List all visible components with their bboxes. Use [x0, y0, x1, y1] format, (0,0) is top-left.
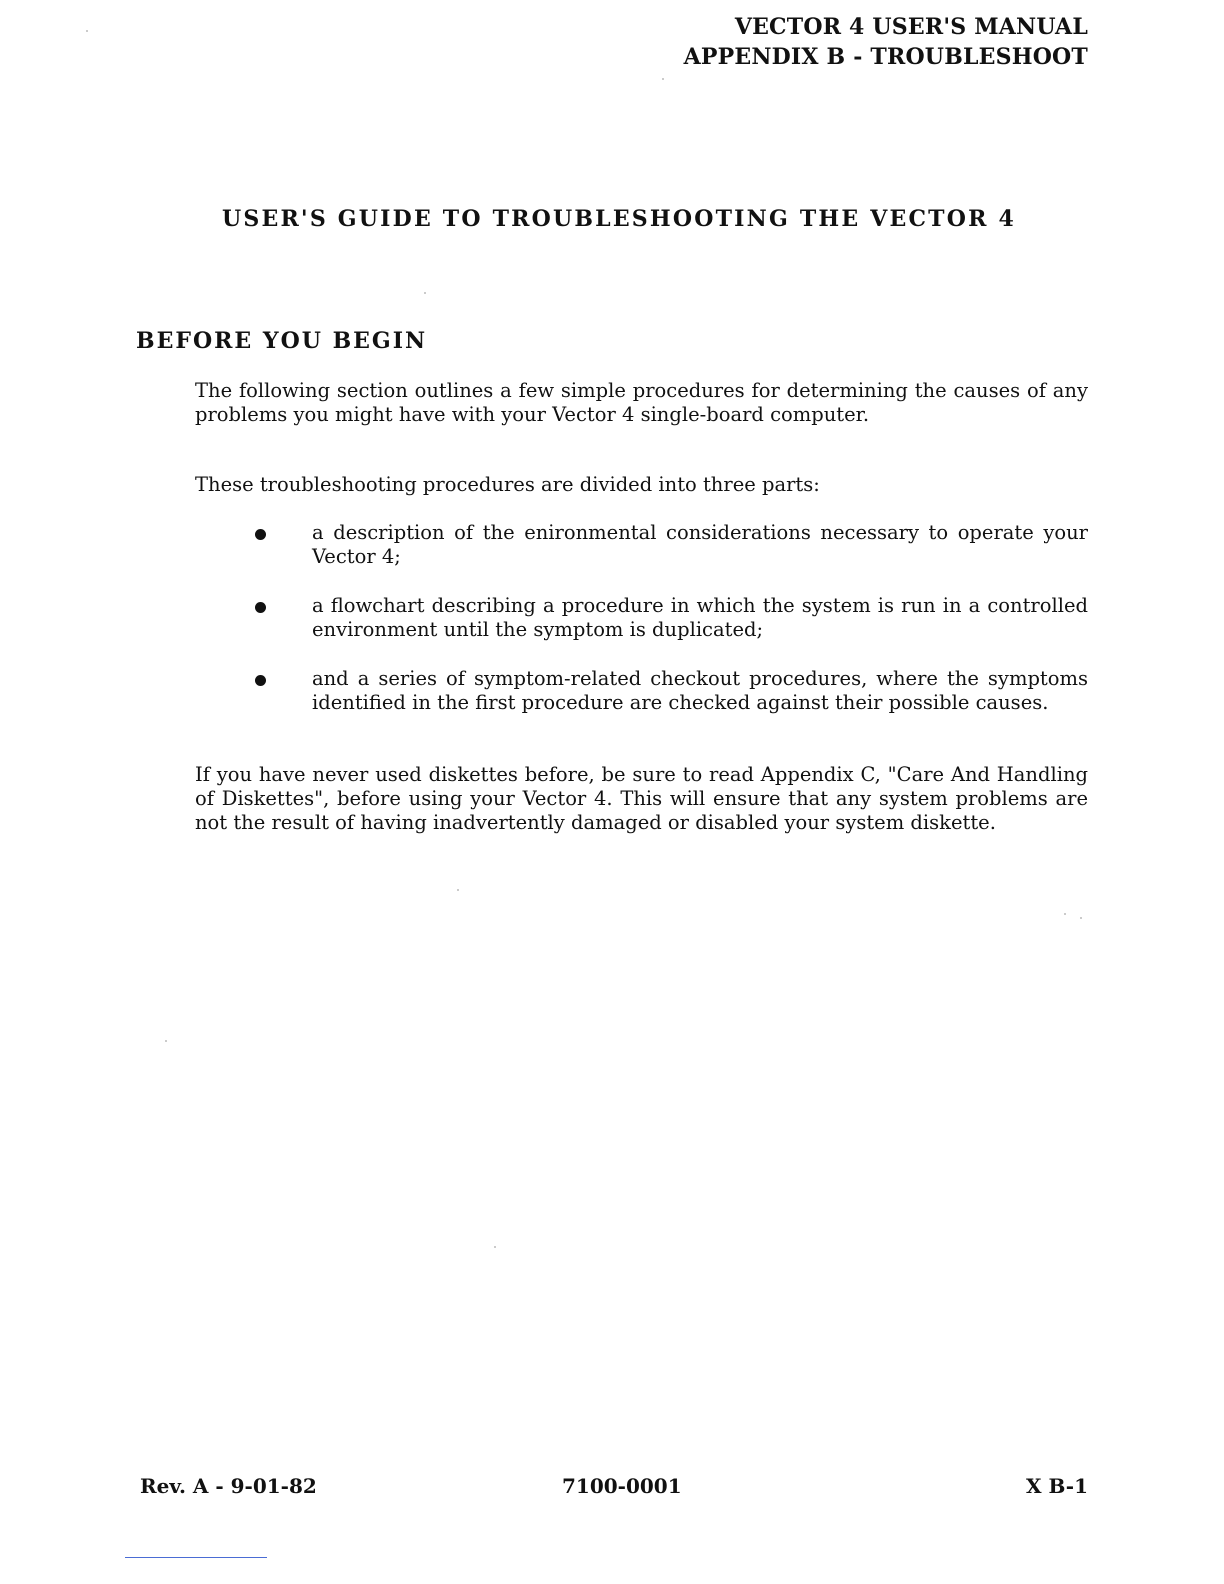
list-item — [250, 521, 1088, 569]
scan-speck — [86, 30, 88, 32]
list-item-text: a flowchart describing a procedure in which the system is run in a controlled environment until the symptom is duplicated; — [312, 594, 1088, 641]
list-item-text: and a series of symptom-related checkout procedures, where the symptoms identified in the first procedure are checked against their possible causes. — [312, 667, 1088, 714]
intro-paragraph: The following section outlines a few simple procedures for determining the causes of any problems you might have with your Vector 4 single-board computer. — [195, 379, 1088, 426]
footer-page-number: X B-1 — [1026, 1474, 1088, 1498]
header-appendix-title: APPENDIX B - TROUBLESHOOT — [683, 44, 1088, 70]
running-header — [684, 12, 1088, 72]
section-heading: BEFORE YOU BEGIN — [136, 328, 428, 354]
scan-speck — [494, 1246, 496, 1248]
scan-edge-rule — [125, 1557, 267, 1558]
scan-speck — [165, 1040, 167, 1042]
scan-speck — [424, 292, 426, 294]
bullet-icon — [255, 675, 266, 686]
scan-speck — [662, 78, 664, 80]
bullet-icon — [255, 602, 266, 613]
procedures-intro-paragraph: These troubleshooting procedures are divided into three parts: — [195, 473, 820, 496]
scan-speck — [1064, 913, 1066, 915]
list-item — [250, 594, 1088, 642]
page-title: USER'S GUIDE TO TROUBLESHOOTING THE VECTOR 4 — [222, 206, 1016, 232]
header-manual-title: VECTOR 4 USER'S MANUAL — [734, 14, 1088, 40]
bullet-icon — [255, 529, 266, 540]
footer-revision: Rev. A - 9-01-82 — [140, 1474, 317, 1498]
scan-speck — [1080, 917, 1082, 919]
diskettes-note-paragraph: If you have never used diskettes before, be sure to read Appendix C, "Care And Handling of Diskettes", before using your Vector 4. This will ensure that any system problems are not the result of having inadvertently damaged or disabled your system diskette. — [195, 763, 1088, 834]
list-item-text: a description of the enironmental considerations necessary to operate your Vector 4; — [312, 521, 1088, 568]
list-item — [250, 667, 1088, 715]
footer-document-number: 7100-0001 — [562, 1474, 682, 1498]
procedure-parts-list — [250, 521, 1088, 740]
scan-speck — [457, 889, 459, 891]
